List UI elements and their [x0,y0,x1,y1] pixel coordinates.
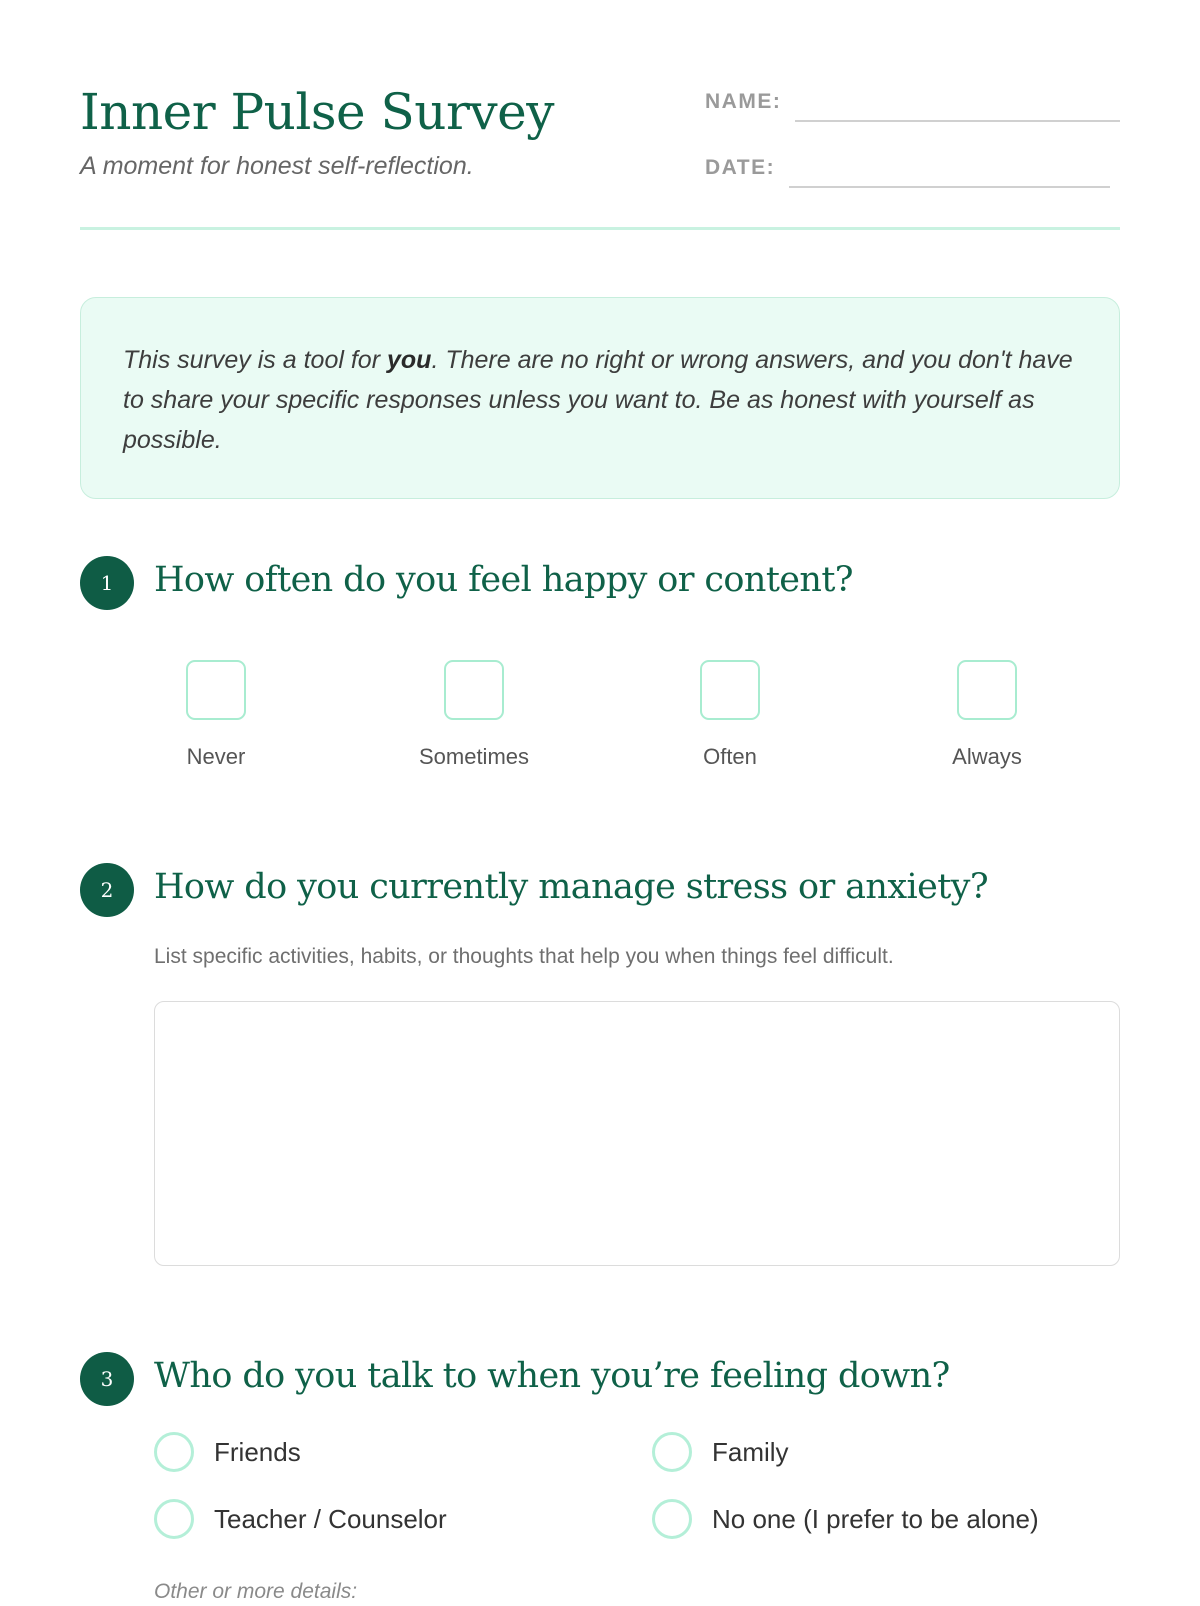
question-2-number-badge: 2 [80,863,134,917]
radio-button[interactable] [154,1432,194,1472]
name-label: NAME: [705,90,782,113]
scale-option-label: Often [703,744,757,769]
scale-checkbox[interactable] [957,660,1017,720]
scale-option-label: Sometimes [418,744,530,769]
question-2-hint: List specific activities, habits, or thoughts that help you when things feel difficult. [154,945,894,968]
intro-text-start: This survey is a tool for [123,346,387,374]
date-field-row [705,148,1110,188]
name-field[interactable] [795,82,1120,122]
name-field-row [705,82,1120,122]
choice-friends[interactable] [154,1432,301,1472]
scale-option-never[interactable] [136,660,296,790]
survey-subtitle: A moment for honest self-reflection. [80,152,474,180]
intro-note [80,297,1120,499]
choice-label: Friends [214,1436,301,1467]
choice-teacher-counselor[interactable] [154,1499,447,1539]
radio-button[interactable] [154,1499,194,1539]
scale-option-label: Always [952,744,1022,769]
date-field[interactable] [789,148,1110,188]
choice-label: Teacher / Counselor [214,1503,447,1534]
scale-option-sometimes[interactable] [394,660,554,790]
date-label: DATE: [705,156,776,179]
question-1-number-badge: 1 [80,556,134,610]
survey-title: Inner Pulse Survey [80,83,554,141]
choice-label: Family [712,1436,789,1467]
survey-page [80,0,1120,1603]
radio-button[interactable] [652,1499,692,1539]
scale-option-often[interactable] [650,660,810,790]
radio-button[interactable] [652,1432,692,1472]
intro-text-end: . There are no right or wrong answers, and you don't have to share your specific responses unless you want to. Be as honest with yourself as possible. [123,346,1073,454]
other-details-label: Other or more details: [154,1580,358,1603]
question-2-title: How do you currently manage stress or anxiety? [154,867,989,907]
question-3-number-badge: 3 [80,1352,134,1406]
stress-answer-textarea[interactable] [154,1001,1120,1266]
scale-option-label: Never [186,744,246,769]
intro-emphasis: you [386,346,432,374]
choice-label: No one (I prefer to be alone) [712,1503,1039,1534]
header-divider [80,227,1120,230]
scale-checkbox[interactable] [444,660,504,720]
scale-checkbox[interactable] [186,660,246,720]
scale-checkbox[interactable] [700,660,760,720]
scale-option-always[interactable] [907,660,1067,790]
question-3-title: Who do you talk to when you’re feeling down? [154,1356,950,1396]
choice-family[interactable] [652,1432,789,1472]
question-1-title: How often do you feel happy or content? [154,560,853,600]
choice-no-one[interactable] [652,1499,1039,1539]
